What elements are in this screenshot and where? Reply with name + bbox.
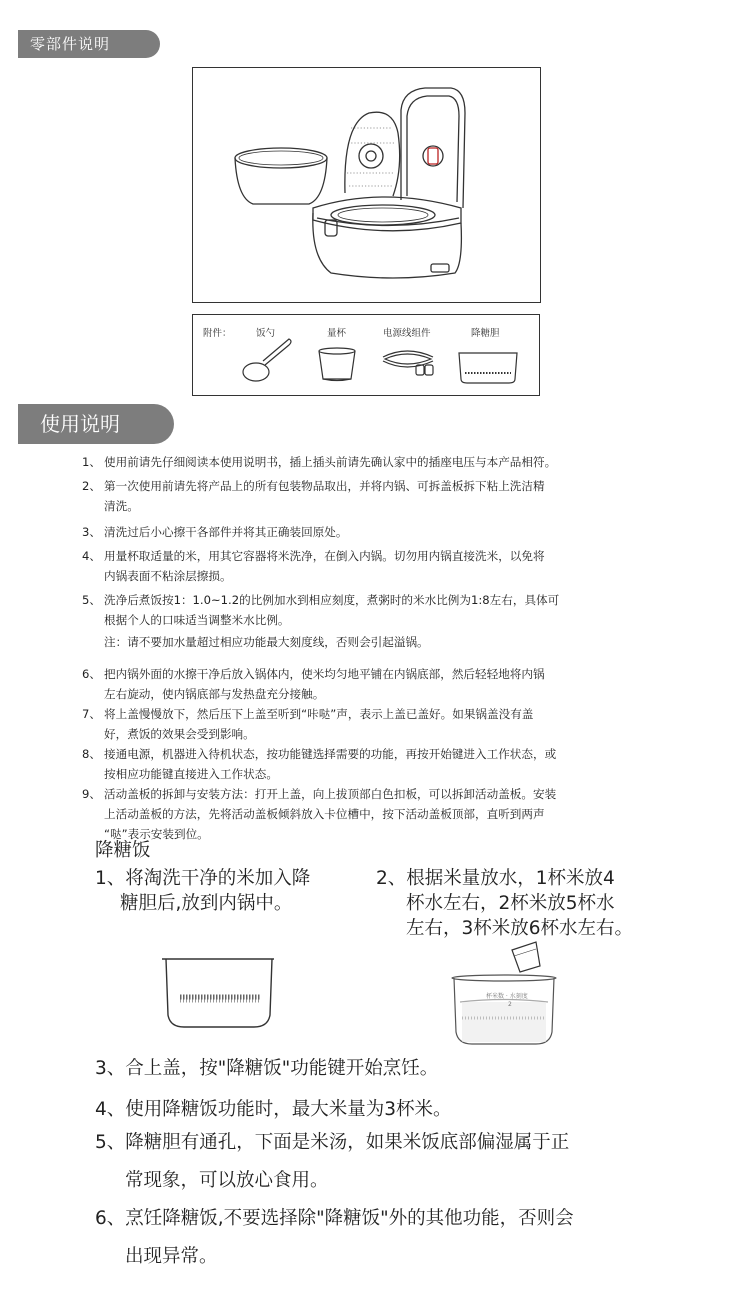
instruction-item: 5、 洗净后煮饭按1：1.0~1.2的比例加水到相应刻度，煮粥时的米水比例为1:8左右，具体可 根据个人的口味适当调整米水比例。: [82, 593, 560, 627]
sugar-step-3: 3、合上盖，按"降糖饭"功能键开始烹饪。: [95, 1058, 439, 1079]
pot-scale-label: 杯米数 · 水刻度: [486, 993, 528, 1000]
sugar-step-1: 1、将淘洗干净的米加入降 糖胆后,放到内锅中。: [95, 868, 311, 914]
parts-section-title: 零部件说明: [18, 30, 160, 58]
instruction-item: 9、 活动盖板的拆卸与安装方法：打开上盖，向上拔顶部白色扣板，可以拆卸活动盖板。安装 上活动盖板的方法，先将活动盖板倾斜放入卡位槽中，按下活动盖板顶部，直听到两声 “哒”表示安装到位。: [82, 787, 557, 841]
usage-instructions: [82, 452, 692, 844]
accessory-label-measuring-cup: 量杯: [327, 328, 347, 339]
accessories-box: [192, 314, 540, 396]
sugar-liner-icon: [459, 353, 517, 383]
rice-cooker-illustration: [313, 88, 465, 278]
measuring-cup-icon: [319, 348, 355, 381]
instruction-item: 2、 第一次使用前请先将产品上的所有包装物品取出，并将内锅、可拆盖板拆下粘上洗洁精 清洗。: [82, 479, 545, 513]
measuring-cup-pouring-icon: [512, 942, 540, 972]
sugar-step-6: 6、烹饪降糖饭,不要选择除"降糖饭"外的其他功能，否则会 出现异常。: [95, 1208, 574, 1267]
accessories-label: 附件：: [203, 328, 232, 339]
instruction-item: 3、 清洗过后小心擦干各部件并将其正确装回原处。: [82, 525, 348, 539]
pot-scale-number: 2: [508, 1001, 512, 1008]
product-illustration: [192, 67, 541, 303]
usage-section-title: 使用说明: [18, 404, 174, 444]
power-cord-icon: [383, 351, 433, 375]
sugar-step-4: 4、使用降糖饭功能时，最大米量为3杯米。: [95, 1099, 452, 1120]
instruction-item: 6、 把内锅外面的水擦干净后放入锅体内，使米均匀地平铺在内锅底部，然后轻轻地将内锅 左右旋动，使内锅底部与发热盘充分接触。: [82, 667, 545, 701]
accessory-label-rice-spoon: 饭勺: [256, 328, 276, 339]
sugar-step-2: 2、根据米量放水，1杯米放4 杯水左右，2杯米放5杯水 左右，3杯米放6杯水左右。: [376, 868, 634, 939]
sugar-rice-heading: 降糖饭: [95, 840, 151, 861]
accessory-label-sugar-liner: 降糖胆: [471, 328, 500, 339]
instruction-item: 1、 使用前请先仔细阅读本使用说明书，插上插头前请先确认家中的插座电压与本产品相符。: [82, 455, 557, 469]
instruction-item: 7、 将上盖慢慢放下，然后压下上盖至听到“咔哒”声，表示上盖已盖好。如果锅盖没有盖 好，煮饭的效果会受到影响。: [82, 707, 534, 741]
liner-with-rice-illustration: [160, 955, 280, 1035]
accessory-label-power-cord: 电源线组件: [383, 328, 431, 339]
instruction-note: 注：请不要加水量超过相应功能最大刻度线，否则会引起溢锅。: [104, 635, 429, 649]
rice-spoon-icon: [243, 339, 291, 381]
pot-with-water-illustration: [450, 940, 570, 1050]
inner-pot-illustration: [235, 148, 327, 204]
sugar-step-5: 5、降糖胆有通孔，下面是米汤，如果米饭底部偏湿属于正 常现象，可以放心食用。: [95, 1132, 570, 1191]
instruction-item: 4、 用量杯取适量的米，用其它容器将米洗净，在倒入内锅。切勿用内锅直接洗米，以免将 内锅表面不粘涂层擦损。: [82, 549, 545, 583]
instruction-item: 8、 接通电源，机器进入待机状态，按功能键选择需要的功能，再按开始键进入工作状态，或 按相应功能键直接进入工作状态。: [82, 747, 557, 781]
